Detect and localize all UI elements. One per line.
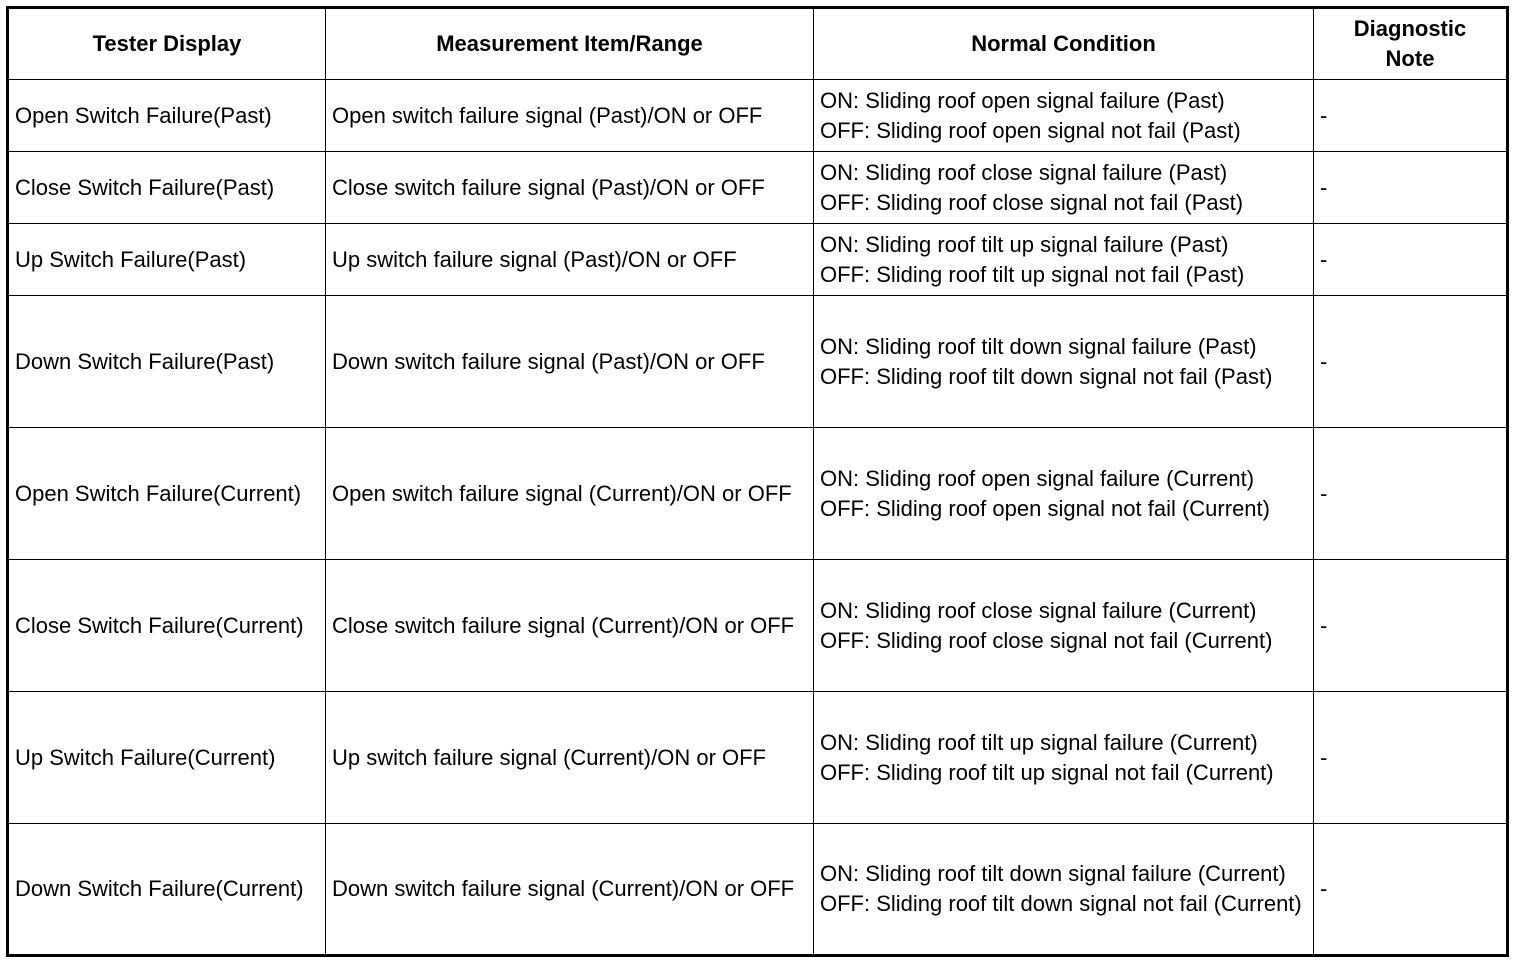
normal-condition-on: ON: Sliding roof open signal failure (Past) — [820, 87, 1225, 113]
tester-display-cell: Up Switch Failure(Past) — [8, 224, 326, 296]
header-diagnostic-note-label: Diagnostic Note — [1353, 16, 1467, 71]
normal-condition-off: OFF: Sliding roof tilt down signal not fail (Past) — [820, 363, 1273, 389]
normal-condition-cell — [814, 224, 1314, 296]
normal-condition-off: OFF: Sliding roof tilt up signal not fail (Past) — [820, 261, 1245, 287]
tester-display-cell: Open Switch Failure(Current) — [8, 428, 326, 560]
diagnostic-note-cell: - — [1314, 428, 1508, 560]
normal-condition-off: OFF: Sliding roof tilt down signal not fail (Current) — [820, 891, 1302, 916]
normal-condition-off: OFF: Sliding roof close signal not fail (Past) — [820, 189, 1244, 215]
normal-condition-cell — [814, 152, 1314, 224]
normal-condition-cell — [814, 428, 1314, 560]
table-header-row — [8, 8, 1508, 80]
measurement-cell: Down switch failure signal (Current)/ON or OFF — [326, 824, 814, 956]
table-row — [8, 824, 1508, 956]
normal-condition-off: OFF: Sliding roof open signal not fail (Current) — [820, 495, 1270, 521]
measurement-cell: Close switch failure signal (Past)/ON or OFF — [326, 152, 814, 224]
normal-condition-off: OFF: Sliding roof tilt up signal not fail (Current) — [820, 759, 1274, 785]
header-diagnostic-note — [1314, 8, 1508, 80]
header-measurement-item-range: Measurement Item/Range — [326, 8, 814, 80]
table-row — [8, 152, 1508, 224]
table-row — [8, 296, 1508, 428]
tester-display-cell: Down Switch Failure(Past) — [8, 296, 326, 428]
normal-condition-off: OFF: Sliding roof close signal not fail (Current) — [820, 627, 1273, 653]
normal-condition-on: ON: Sliding roof tilt down signal failure (Past) — [820, 333, 1257, 359]
header-tester-display: Tester Display — [8, 8, 326, 80]
diagnostic-note-cell: - — [1314, 80, 1508, 152]
diagnostic-table — [6, 6, 1509, 957]
table-row — [8, 428, 1508, 560]
measurement-cell: Up switch failure signal (Past)/ON or OFF — [326, 224, 814, 296]
diagnostic-note-cell: - — [1314, 152, 1508, 224]
table-row — [8, 80, 1508, 152]
table-row — [8, 224, 1508, 296]
tester-display-cell: Up Switch Failure(Current) — [8, 692, 326, 824]
table-row — [8, 560, 1508, 692]
normal-condition-cell — [814, 80, 1314, 152]
tester-display-cell: Open Switch Failure(Past) — [8, 80, 326, 152]
normal-condition-cell — [814, 560, 1314, 692]
tester-display-cell: Down Switch Failure(Current) — [8, 824, 326, 956]
diagnostic-note-cell: - — [1314, 296, 1508, 428]
header-normal-condition: Normal Condition — [814, 8, 1314, 80]
normal-condition-on: ON: Sliding roof close signal failure (Past) — [820, 159, 1228, 185]
diagnostic-note-cell: - — [1314, 224, 1508, 296]
diagnostic-note-cell: - — [1314, 692, 1508, 824]
normal-condition-on: ON: Sliding roof tilt down signal failure (Current) — [820, 861, 1286, 886]
diagnostic-note-cell: - — [1314, 824, 1508, 956]
measurement-cell: Down switch failure signal (Past)/ON or OFF — [326, 296, 814, 428]
normal-condition-on: ON: Sliding roof tilt up signal failure (Current) — [820, 729, 1258, 755]
normal-condition-on: ON: Sliding roof open signal failure (Current) — [820, 465, 1255, 491]
tester-display-cell: Close Switch Failure(Past) — [8, 152, 326, 224]
normal-condition-off: OFF: Sliding roof open signal not fail (Past) — [820, 117, 1241, 143]
measurement-cell: Open switch failure signal (Past)/ON or OFF — [326, 80, 814, 152]
normal-condition-on: ON: Sliding roof close signal failure (Current) — [820, 597, 1257, 623]
table-row — [8, 692, 1508, 824]
tester-display-cell: Close Switch Failure(Current) — [8, 560, 326, 692]
diagnostic-note-cell: - — [1314, 560, 1508, 692]
normal-condition-cell — [814, 692, 1314, 824]
measurement-cell: Close switch failure signal (Current)/ON or OFF — [326, 560, 814, 692]
measurement-cell: Up switch failure signal (Current)/ON or OFF — [326, 692, 814, 824]
normal-condition-cell — [814, 824, 1314, 956]
normal-condition-on: ON: Sliding roof tilt up signal failure (Past) — [820, 231, 1229, 257]
measurement-cell: Open switch failure signal (Current)/ON or OFF — [326, 428, 814, 560]
normal-condition-cell — [814, 296, 1314, 428]
